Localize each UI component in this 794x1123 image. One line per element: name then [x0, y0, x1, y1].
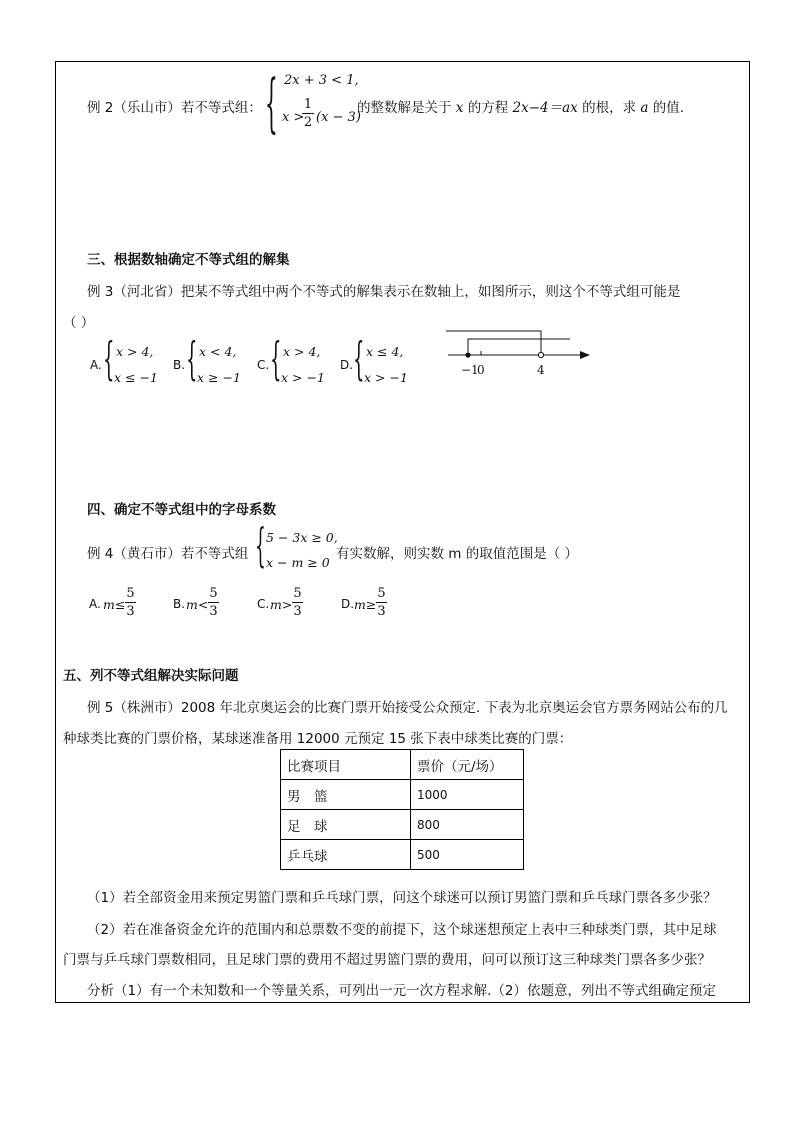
fraction-den: 3	[293, 604, 302, 619]
table-cell-event: 男 篮	[281, 780, 411, 810]
option-brace: {	[270, 334, 282, 387]
number-line-arrow	[580, 351, 590, 359]
ticket-price-table	[280, 749, 524, 870]
section5-analysis: 分析（1）有一个未知数和一个等量关系，可列出一元一次方程求解.（2）依题意，列出不等式组确定预定	[87, 983, 716, 999]
section5-heading: 五、列不等式组解决实际问题	[63, 668, 239, 684]
example2-fraction-den: 2	[303, 115, 313, 130]
table-row	[281, 840, 524, 870]
fraction-num: 5	[293, 586, 302, 601]
label-neg1: −1	[461, 363, 479, 377]
table-header-row	[281, 750, 524, 780]
section5-question2-line2: 门票与乒乓球门票数相同，且足球门票的费用不超过男篮门票的费用，问可以预订这三种球类门票各多少张？	[63, 952, 711, 968]
example2-fraction-num: 1	[303, 97, 313, 112]
option-letter: A.	[89, 597, 101, 611]
option-bottom-ineq: x ≥ −1	[197, 370, 241, 385]
fraction-bar	[125, 602, 136, 603]
section4-ineq2: x − m ≥ 0	[266, 555, 330, 570]
fraction-den: 3	[209, 604, 218, 619]
option-brace: {	[353, 334, 365, 387]
option-letter: C.	[257, 358, 270, 372]
table-header-event: 比赛项目	[281, 750, 411, 780]
fraction-den: 3	[377, 604, 386, 619]
option-bottom-ineq: x ≤ −1	[114, 370, 158, 385]
example2-tail-2: 的方程	[467, 100, 509, 116]
option-top-ineq: x < 4,	[199, 344, 237, 359]
table-cell-event: 足 球	[281, 810, 411, 840]
option-fraction	[376, 586, 387, 619]
example2-tail-3: 的根，求	[582, 100, 637, 116]
section4-prompt-start: 例 4（黄石市）若不等式组	[87, 546, 249, 562]
table-cell-price: 800	[411, 810, 524, 840]
option-top-ineq: x ≤ 4,	[366, 344, 404, 359]
table-row	[281, 780, 524, 810]
fraction-bar	[376, 602, 387, 603]
example2-tail-4: 的值.	[652, 100, 685, 116]
example2-ineq2-rhs: (x − 3)	[316, 110, 361, 125]
fraction-den: 3	[126, 604, 135, 619]
fraction-bar	[208, 602, 219, 603]
label-0: 0	[477, 363, 485, 377]
option-letter: B.	[173, 597, 186, 611]
example2-tail-a: a	[640, 100, 649, 116]
fraction-bar	[292, 602, 303, 603]
example2-ineq2-lhs: x >	[282, 110, 305, 125]
option-relation: m>	[270, 597, 293, 612]
option-relation: m≤	[103, 597, 126, 612]
table-cell-event: 乒乓球	[281, 840, 411, 870]
section5-intro-line2: 种球类比赛的门票价格，某球迷准备用 12000 元预定 15 张下表中球类比赛的门票：	[63, 731, 573, 747]
fraction-num: 5	[377, 586, 386, 601]
section3-prompt-line1: 例 3（河北省）把某不等式组中两个不等式的解集表示在数轴上，如图所示，则这个不等式组可能是	[87, 284, 681, 300]
interval-less-than-4	[446, 331, 541, 352]
option-top-ineq: x > 4,	[116, 344, 154, 359]
section4-prompt-end: 有实数解，则实数 m 的取值范围是（ ）	[336, 546, 579, 562]
option-brace: {	[186, 334, 198, 387]
example2-tail-eq: 2x−4＝ax	[512, 100, 578, 116]
option-fraction	[208, 586, 219, 619]
option-brace: {	[103, 334, 115, 387]
table-header-price: 票价（元/场）	[411, 750, 524, 780]
section5-intro-line1: 例 5（株洲市）2008 年北京奥运会的比赛门票开始接受公众预定. 下表为北京奥运会官方票务网站公布的几	[87, 700, 728, 716]
fraction-bar	[302, 113, 314, 114]
section5-question1: （1）若全部资金用来预定男篮门票和乒乓球门票，问这个球迷可以预订男篮门票和乒乓球门票各多少张？	[87, 890, 717, 906]
section3-heading: 三、根据数轴确定不等式组的解集	[87, 252, 290, 268]
section3-prompt-line2: （ ）	[63, 315, 95, 331]
interval-greater-equal-neg1	[468, 339, 570, 352]
example2-tail-x: x	[455, 100, 464, 116]
section5-question2-line1: （2）若在准备资金允许的范围内和总票数不变的前提下，这个球迷想预定上表中三种球类门票，其中足球	[87, 922, 717, 938]
option-fraction	[125, 586, 136, 619]
label-4: 4	[537, 363, 545, 377]
option-bottom-ineq: x > −1	[281, 370, 325, 385]
example2-label: 例 2（乐山市）若不等式组：	[87, 100, 262, 116]
section4-brace: {	[255, 520, 266, 575]
example2-ineq1: 2x + 3 < 1,	[284, 73, 359, 88]
table-row	[281, 810, 524, 840]
table-cell-price: 500	[411, 840, 524, 870]
option-letter: B.	[173, 358, 186, 372]
open-point-4	[538, 352, 543, 357]
example2-tail-1: 的整数解是关于	[357, 100, 452, 116]
number-line-figure	[440, 325, 600, 385]
option-letter: D.	[340, 358, 354, 372]
option-top-ineq: x > 4,	[283, 344, 321, 359]
example2-brace: {	[265, 63, 278, 141]
option-letter: D.	[341, 597, 355, 611]
option-relation: m<	[186, 597, 209, 612]
option-letter: A.	[90, 358, 102, 372]
example2-tail	[357, 96, 684, 116]
option-letter: C.	[257, 597, 270, 611]
section4-heading: 四、确定不等式组中的字母系数	[87, 502, 276, 518]
option-fraction	[292, 586, 303, 619]
option-relation: m≥	[354, 597, 377, 612]
section4-ineq1: 5 − 3x ≥ 0,	[266, 530, 338, 545]
table-cell-price: 1000	[411, 780, 524, 810]
fraction-num: 5	[126, 586, 135, 601]
option-bottom-ineq: x > −1	[364, 370, 408, 385]
example2-fraction	[302, 97, 314, 130]
fraction-num: 5	[209, 586, 218, 601]
closed-point-neg1	[465, 352, 470, 357]
